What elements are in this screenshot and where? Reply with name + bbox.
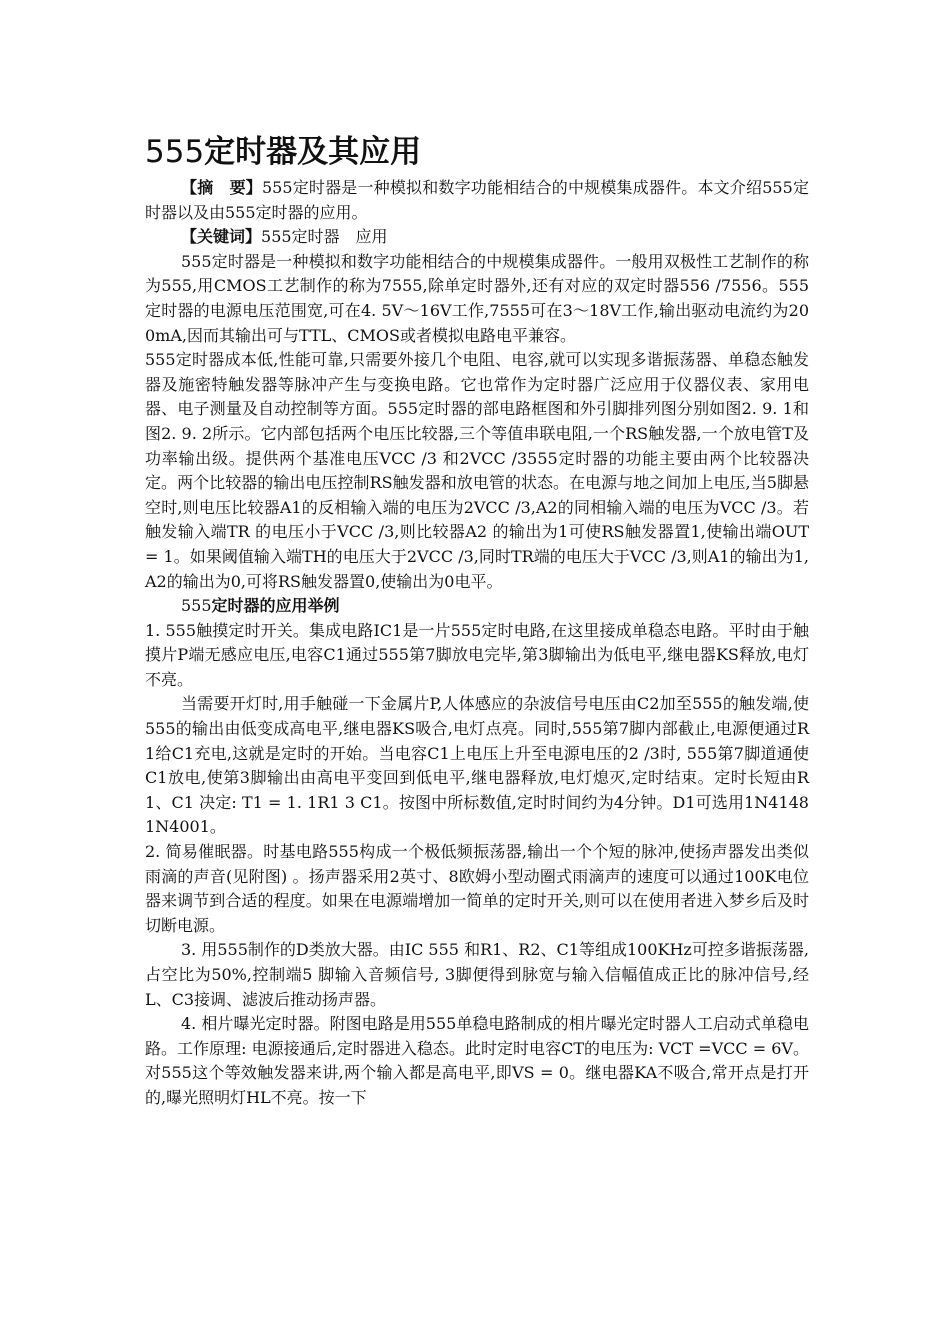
description-paragraph: 555定时器成本低,性能可靠,只需要外接几个电阻、电容,就可以实现多谐振荡器、单稳态触发器及施密特触发器等脉冲产生与变换电路。它也常作为定时器广泛应用于仪器仪表、家用电器、电子测量及自动控制等方面。555定时器的部电路框图和外引脚排列图分别如图2. 9. 1和图2. 9. 2所示。它内部包括两个电压比较器,三个等值串联电阻,一个RS触发器,一个放电管T及功率输出级。提供两个基准电压VCC /3 和2VCC /3555定时器的功能主要由两个比较器决定。两个比较器的输出电压控制RS触发器和放电管的状态。在电源与地之间加上电压,当5脚悬空时,则电压比较器A1的反相输入端的电压为2VCC /3,A2的同相输入端的电压为VCC /3。若触发输入端TR 的电压小于VCC /3,则比较器A2 的输出为1可使RS触发器置1,使输出端OUT = 1。如果阈值输入端TH的电压大于2VCC /3,同时TR端的电压大于VCC /3,则A1的输出为1,A2的输出为0,可将RS触发器置0,使输出为0电平。 bbox=[145, 350, 809, 591]
intro-paragraph: 555定时器是一种模拟和数字功能相结合的中规模集成器件。一般用双极性工艺制作的称为555,用CMOS工艺制作的称为7555,除单定时器外,还有对应的双定时器556 /7556。555定时器的电源电压范围宽,可在4. 5V～16V工作,7555可在3～18V工作,输出驱动电流约为200mA,因而其输出可与TTL、CMOS或者模拟电路电平兼容。 bbox=[145, 251, 809, 345]
document-page bbox=[145, 132, 809, 1111]
section-number: 555 bbox=[181, 596, 212, 616]
app-paragraph-3: 3. 用555制作的D类放大器。由IC 555 和R1、R2、C1等组成100KHz可控多谐振荡器,占空比为50%,控制端5 脚输入音频信号, 3脚便得到脉宽与输入信幅值成正比的脉冲信号,经L、C3接调、滤波后推动扬声器。 bbox=[145, 940, 809, 1009]
keywords bbox=[145, 225, 809, 250]
app-paragraph-4: 4. 相片曝光定时器。附图电路是用555单稳电路制成的相片曝光定时器人工启动式单稳电路。工作原理: 电源接通后,定时器进入稳态。此时定时电容CT的电压为: VCT =VCC = 6V。对555这个等效触发器来讲,两个输入都是高电平,即VS = 0。继电器KA不吸合,常开点是打开的,曝光照明灯HL不亮。按一下 bbox=[145, 1014, 809, 1107]
keywords-label: 【关键词】 bbox=[181, 227, 262, 247]
abstract bbox=[145, 176, 809, 225]
app-paragraph-1-continued: 当需要开灯时,用手触碰一下金属片P,人体感应的杂波信号电压由C2加至555的触发端,使555的输出由低变成高电平,继电器KS吸合,电灯点亮。同时,555第7脚内部截止,电源便通过R1给C1充电,这就是定时的开始。当电容C1上电压上升至电源电压的2 /3时, 555第7脚道通使C1放电,使第3脚输出由高电平变回到低电平,继电器释放,电灯熄灭,定时结束。定时长短由R1、C1 决定: T1 = 1. 1R1 3 C1。按图中所标数值,定时时间约为4分钟。D1可选用1N41481N4001。 bbox=[145, 694, 809, 837]
title-number: 555 bbox=[145, 134, 205, 170]
keywords-text: 555定时器 应用 bbox=[261, 227, 388, 247]
title-text: 定时器及其应用 bbox=[204, 134, 422, 170]
abstract-label: 【摘 要】 bbox=[181, 178, 262, 197]
section-heading bbox=[145, 594, 809, 619]
abstract-text: 555定时器是一种模拟和数字功能相结合的中规模集成器件。本文介绍555定时器以及由555定时器的应用。 bbox=[145, 178, 809, 222]
app-paragraph-2: 2. 简易催眠器。时基电路555构成一个极低频振荡器,输出一个个短的脉冲,使扬声器发出类似雨滴的声音(见附图) 。扬声器采用2英寸、8欧姆小型动圈式雨滴声的速度可以通过100K电位器来调节到合适的程度。如果在电源端增加一简单的定时开关,则可以在使用者进入梦乡后及时切断电源。 bbox=[145, 842, 809, 935]
page-title bbox=[145, 132, 809, 172]
app-paragraph-1: 1. 555触摸定时开关。集成电路IC1是一片555定时电路,在这里接成单稳态电路。平时由于触摸片P端无感应电压,电容C1通过555第7脚放电完毕,第3脚输出为低电平,继电器KS释放,电灯不亮。 bbox=[145, 620, 809, 689]
section-text: 定时器的应用举例 bbox=[211, 596, 340, 616]
